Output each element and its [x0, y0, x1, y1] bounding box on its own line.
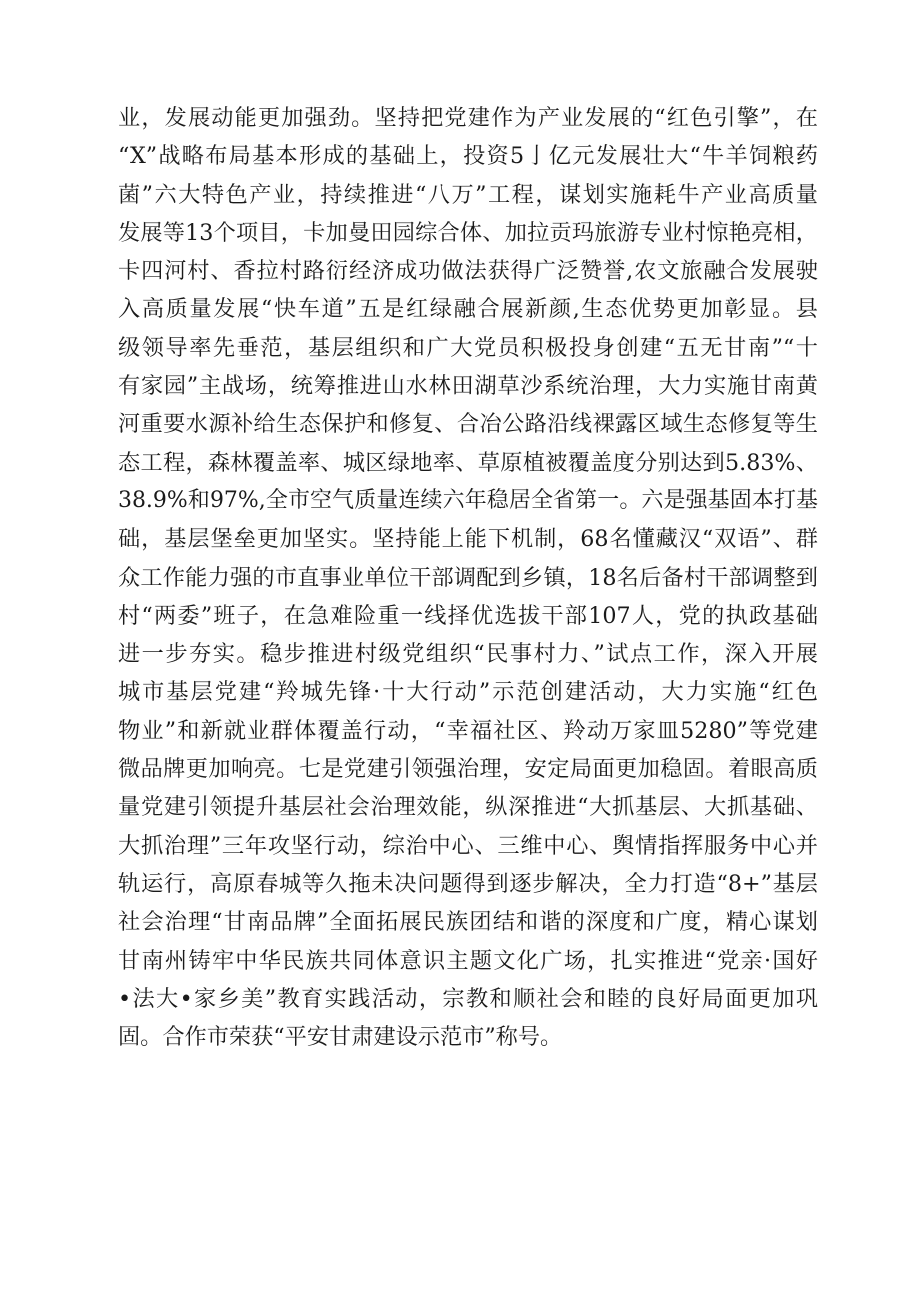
text-line: 村“两委”班子，在急难险重一线择优选拔干部107人，党的执政基础: [118, 602, 818, 629]
text-line: 物业”和新就业群体覆盖行动，“幸福社区、羚动万家皿5280”等党建: [118, 717, 818, 744]
text-line: 量党建引领提升基层社会治理效能，纵深推进“大抓基层、大抓基础、: [118, 794, 818, 821]
text-line: 态工程，森林覆盖率、城区绿地率、草原植被覆盖度分别达到5.83%、: [118, 449, 818, 476]
body-text: [118, 99, 818, 1056]
text-line: 发展等13个项目，卡加曼田园综合体、加拉贡玛旅游专业村惊艳亮相，: [118, 219, 818, 246]
text-line: 微品牌更加响亮。七是党建引领强治理，安定局面更加稳固。着眼高质: [118, 756, 818, 783]
text-line: 卡四河村、香拉村路衍经济成功做法获得广泛赞誉,农文旅融合发展驶: [118, 258, 818, 285]
text-line: “X”战略布局基本形成的基础上，投资5亅亿元发展壮大“牛羊饲粮药: [118, 143, 818, 170]
text-line: 有家园”主战场，统筹推进山水林田湖草沙系统治理，大力实施甘南黄: [118, 373, 818, 400]
text-line: 大抓治理”三年攻坚行动，综治中心、三维中心、舆情指挥服务中心并: [118, 832, 818, 859]
text-line: 众工作能力强的市直事业单位干部调配到乡镇，18名后备村干部调整到: [118, 564, 818, 591]
text-line: 菌”六大特色产业，持续推进“八万”工程，谋划实施耗牛产业高质量: [118, 181, 818, 208]
text-line: •法大•家乡美”教育实践活动，宗教和顺社会和睦的良好局面更加巩: [118, 985, 818, 1012]
text-line: 轨运行，高原春城等久拖未决问题得到逐步解决，全力打造“8+”基层: [118, 870, 818, 897]
text-line: 河重要水源补给生态保护和修复、合冶公路沿线裸露区域生态修复等生: [118, 411, 818, 438]
text-line: 级领导率先垂范，基层组织和广大党员积极投身创建“五无甘南”“十: [118, 334, 818, 361]
text-line: 入高质量发展“快车道”五是红绿融合展新颜,生态优势更加彰显。县: [118, 296, 818, 323]
text-line: 业，发展动能更加强劲。坚持把党建作为产业发展的“红色引擎”，在: [118, 105, 818, 131]
text-line: 础，基层堡垒更加坚实。坚持能上能下机制，68名懂藏汉“双语”、群: [118, 526, 818, 553]
text-line: 城市基层党建“羚城先锋·十大行动”示范创建活动，大力实施“红色: [118, 679, 818, 706]
text-line: 38.9%和97%,全市空气质量连续六年稳居全省第一。六是强基固本打基: [118, 487, 818, 513]
text-line: 进一步夯实。稳步推进村级党组织“民事村力、”试点工作，深入开展: [118, 641, 818, 668]
text-line: 社会治理“甘南品牌”全面拓展民族团结和谐的深度和广度，精心谋划: [118, 909, 818, 936]
text-line: 甘南州铸牢中华民族共同体意识主题文化广场，扎实推进“党亲·国好: [118, 947, 818, 974]
text-line: 固。合作市荣获“平安甘肃建设示范市”称号。: [118, 1024, 563, 1051]
